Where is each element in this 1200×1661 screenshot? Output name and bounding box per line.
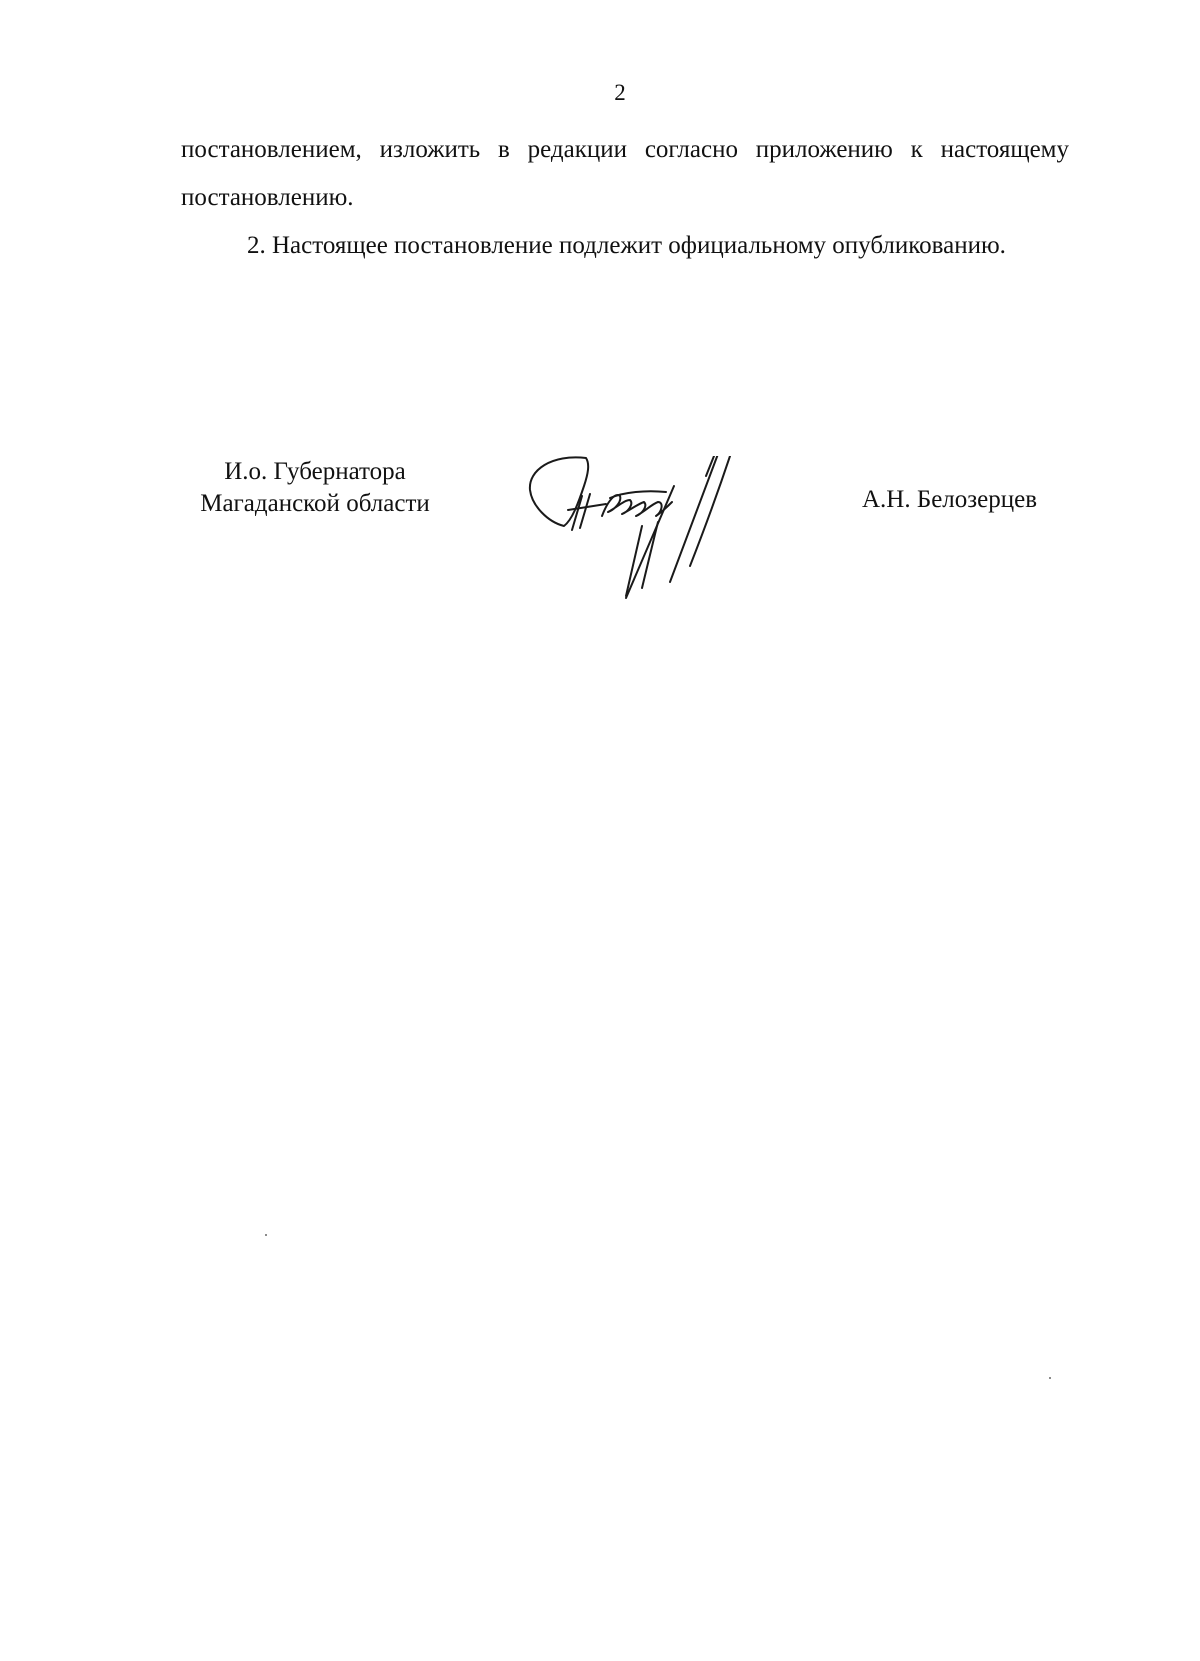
scan-speck [265,1234,267,1236]
signer-position [180,456,450,520]
signature-block [0,456,1200,616]
signer-position-line-1: И.о. Губернатора [224,458,406,485]
signer-position-line-2: Магаданской области [200,490,430,517]
signer-name: А.Н. Белозерцев [862,486,1038,513]
paragraph-continuation: постановлением, изложить в редакции согласно приложению к настоящему постановлению. [181,136,1069,211]
handwritten-signature [524,456,764,616]
page-number: 2 [614,80,626,105]
document-body [181,126,1069,270]
paragraph-publication: 2. Настоящее постановление подлежит официальному опубликованию. [247,232,1006,259]
scan-speck [1049,1377,1051,1379]
